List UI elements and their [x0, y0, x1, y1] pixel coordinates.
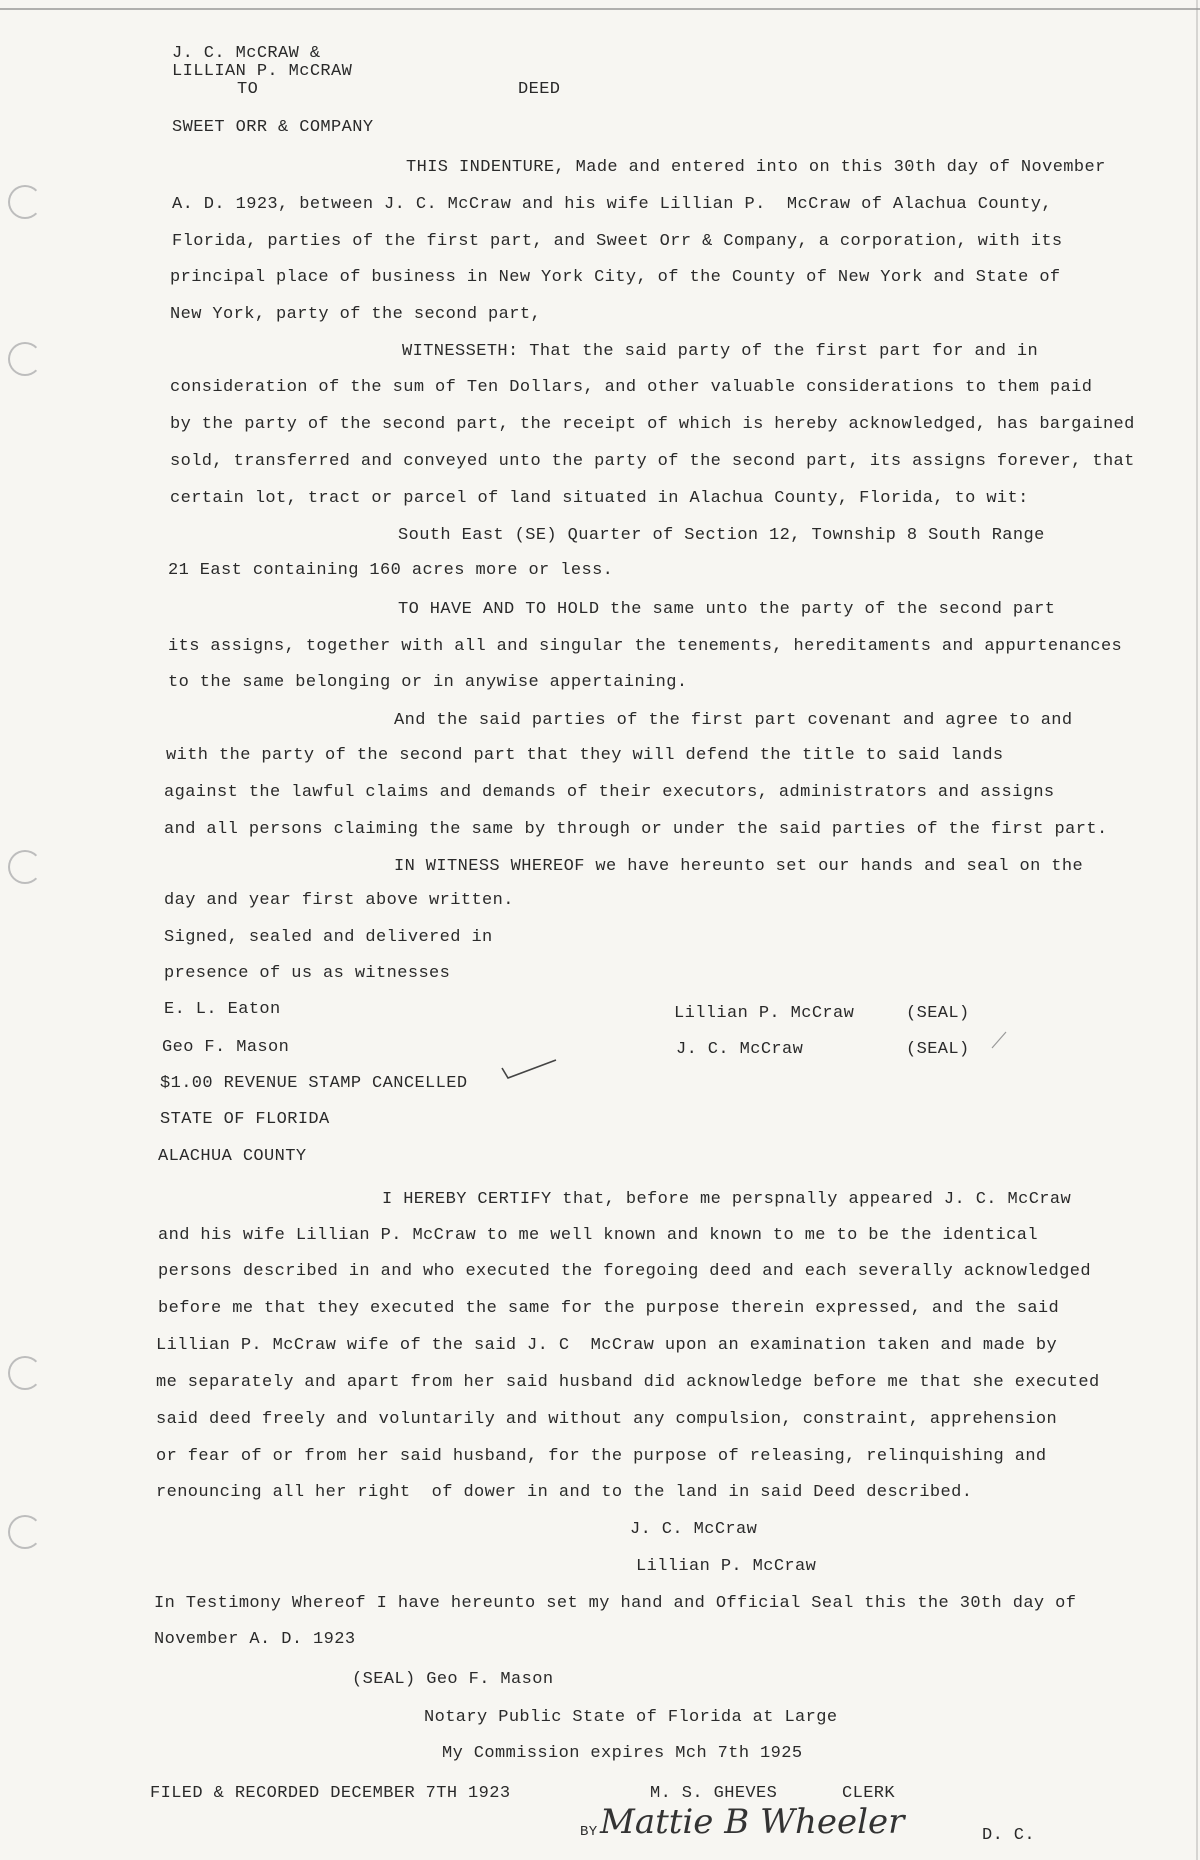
body-line: And the said parties of the first part covenant and agree to and: [394, 711, 1073, 730]
deputy-clerk-signature: Mattie B Wheeler: [600, 1802, 905, 1842]
body-line: A. D. 1923, between J. C. McCraw and his wife Lillian P. McCraw of Alachua County,: [172, 195, 1052, 214]
certificate-signer: Lillian P. McCraw: [636, 1557, 817, 1576]
body-line: to the same belonging or in anywise appertaining.: [168, 673, 688, 692]
body-line: certain lot, tract or parcel of land situated in Alachua County, Florida, to wit:: [170, 489, 1029, 508]
header-to: TO: [237, 80, 259, 99]
body-line: presence of us as witnesses: [164, 964, 451, 983]
witness-name: Geo F. Mason: [162, 1038, 290, 1057]
venue-county: ALACHUA COUNTY: [158, 1147, 307, 1166]
body-line: principal place of business in New York City, of the County of New York and State of: [170, 268, 1061, 287]
body-line: sold, transferred and conveyed unto the party of the second part, its assigns forever, that: [170, 452, 1135, 471]
body-line: day and year first above written.: [164, 891, 514, 910]
notary-title: Notary Public State of Florida at Large: [424, 1708, 838, 1727]
body-line: against the lawful claims and demands of their executors, administrators and assigns: [164, 783, 1055, 802]
notary-seal-name: (SEAL) Geo F. Mason: [352, 1670, 554, 1689]
certificate-line: renouncing all her right of dower in and to the land in said Deed described.: [156, 1483, 973, 1502]
grantor-line-1: J. C. McCRAW &: [172, 44, 321, 63]
body-line: New York, party of the second part,: [170, 305, 542, 324]
body-line: TO HAVE AND TO HOLD the same unto the party of the second part: [398, 600, 1056, 619]
signatory-seal: (SEAL): [906, 1040, 970, 1059]
notary-commission: My Commission expires Mch 7th 1925: [442, 1744, 803, 1763]
clerk-name: M. S. GHEVES: [650, 1784, 778, 1803]
binder-hole-mark: [8, 342, 42, 376]
body-line: by the party of the second part, the receipt of which is hereby acknowledged, has bargained: [170, 415, 1135, 434]
signatory-name: J. C. McCraw: [676, 1040, 804, 1059]
certificate-line: or fear of or from her said husband, for the purpose of releasing, relinquishing and: [156, 1447, 1047, 1466]
page-right-border: [1196, 0, 1198, 1860]
body-line: with the party of the second part that they will defend the title to said lands: [166, 746, 1004, 765]
certificate-line: Lillian P. McCraw wife of the said J. C McCraw upon an examination taken and made by: [156, 1336, 1058, 1355]
certificate-line: I HEREBY CERTIFY that, before me perspnally appeared J. C. McCraw: [382, 1190, 1072, 1209]
by-label: BY: [580, 1824, 598, 1840]
filed-recorded-note: FILED & RECORDED DECEMBER 7TH 1923: [150, 1784, 511, 1803]
deputy-clerk-label: D. C.: [982, 1826, 1036, 1845]
certificate-line: persons described in and who executed the foregoing deed and each severally acknowledged: [158, 1262, 1091, 1281]
certificate-line: before me that they executed the same for the purpose therein expressed, and the said: [158, 1299, 1060, 1318]
signatory-name: Lillian P. McCraw: [674, 1004, 855, 1023]
body-line: its assigns, together with all and singular the tenements, hereditaments and appurtenances: [168, 637, 1123, 656]
witness-name: E. L. Eaton: [164, 1000, 281, 1019]
body-line: Signed, sealed and delivered in: [164, 928, 493, 947]
check-mark-icon: [500, 1056, 560, 1086]
body-line: and all persons claiming the same by through or under the said parties of the first part.: [164, 820, 1108, 839]
stray-mark-icon: [990, 1030, 1010, 1050]
testimony-line: November A. D. 1923: [154, 1630, 356, 1649]
certificate-line: me separately and apart from her said husband did acknowledge before me that she executed: [156, 1373, 1100, 1392]
grantor-line-2: LILLIAN P. McCRAW: [172, 62, 353, 81]
body-line: THIS INDENTURE, Made and entered into on this 30th day of November: [406, 158, 1106, 177]
certificate-line: said deed freely and voluntarily and without any compulsion, constraint, apprehension: [156, 1410, 1058, 1429]
binder-hole-mark: [8, 850, 42, 884]
body-line: Florida, parties of the first part, and Sweet Orr & Company, a corporation, with its: [172, 232, 1063, 251]
binder-hole-mark: [8, 1515, 42, 1549]
binder-hole-mark: [8, 185, 42, 219]
certificate-signer: J. C. McCraw: [630, 1520, 758, 1539]
body-line: consideration of the sum of Ten Dollars, and other valuable considerations to them paid: [170, 378, 1093, 397]
body-line: IN WITNESS WHEREOF we have hereunto set our hands and seal on the: [394, 857, 1084, 876]
grantee-name: SWEET ORR & COMPANY: [172, 118, 374, 137]
clerk-title: CLERK: [842, 1784, 896, 1803]
page-top-border: [0, 8, 1200, 10]
revenue-stamp-note: $1.00 REVENUE STAMP CANCELLED: [160, 1074, 468, 1093]
testimony-line: In Testimony Whereof I have hereunto set my hand and Official Seal this the 30th day of: [154, 1594, 1077, 1613]
document-type: DEED: [518, 80, 561, 99]
body-line: South East (SE) Quarter of Section 12, Township 8 South Range: [398, 526, 1045, 545]
certificate-line: and his wife Lillian P. McCraw to me well known and known to me to be the identical: [158, 1226, 1038, 1245]
signatory-seal: (SEAL): [906, 1004, 970, 1023]
binder-hole-mark: [8, 1356, 42, 1390]
body-line: 21 East containing 160 acres more or less.: [168, 561, 614, 580]
venue-state: STATE OF FLORIDA: [160, 1110, 330, 1129]
body-line: WITNESSETH: That the said party of the first part for and in: [402, 342, 1039, 361]
